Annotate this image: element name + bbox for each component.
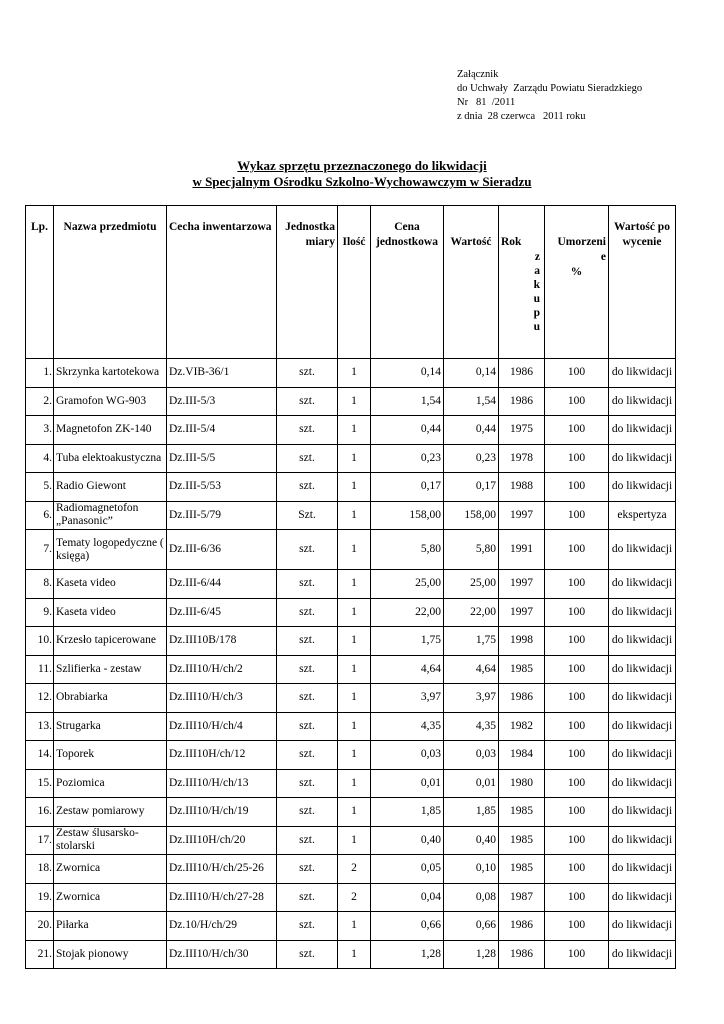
cell-quantity: 1 xyxy=(338,826,371,855)
title-line-2: w Specjalnym Ośrodku Szkolno-Wychowawczym w Sieradzu xyxy=(192,174,532,189)
cell-unit: szt. xyxy=(277,473,338,502)
header-row xyxy=(26,206,676,359)
annex-header xyxy=(457,68,642,124)
cell-value: 5,80 xyxy=(444,530,499,570)
cell-name: Kaseta video xyxy=(54,598,167,627)
cell-value: 0,40 xyxy=(444,826,499,855)
cell-cecha: Dz.III10/H/ch/27-28 xyxy=(167,883,277,912)
cell-value: 25,00 xyxy=(444,570,499,599)
cell-depreciation: 100 xyxy=(545,627,609,656)
cell-year: 1991 xyxy=(499,530,545,570)
cell-unit-price: 1,75 xyxy=(371,627,444,656)
cell-valuation: do likwidacji xyxy=(609,769,676,798)
header-cena: Cena jednostkowa xyxy=(371,206,444,359)
cell-lp: 19. xyxy=(26,883,54,912)
cell-name: Obrabiarka xyxy=(54,684,167,713)
cell-quantity: 1 xyxy=(338,684,371,713)
header-cecha: Cecha inwentarzowa xyxy=(167,206,277,359)
cell-unit-price: 1,28 xyxy=(371,940,444,969)
cell-lp: 14. xyxy=(26,741,54,770)
cell-valuation: do likwidacji xyxy=(609,627,676,656)
cell-unit-price: 0,05 xyxy=(371,855,444,884)
cell-unit-price: 0,14 xyxy=(371,359,444,388)
cell-value: 0,03 xyxy=(444,741,499,770)
cell-lp: 10. xyxy=(26,627,54,656)
cell-cecha: Dz.III10H/ch/12 xyxy=(167,741,277,770)
cell-name: Toporek xyxy=(54,741,167,770)
cell-depreciation: 100 xyxy=(545,798,609,827)
cell-year: 1997 xyxy=(499,570,545,599)
inventory-table xyxy=(25,205,676,969)
cell-unit-price: 0,66 xyxy=(371,912,444,941)
cell-cecha: Dz.10/H/ch/29 xyxy=(167,912,277,941)
cell-cecha: Dz.III10/H/ch/30 xyxy=(167,940,277,969)
cell-lp: 8. xyxy=(26,570,54,599)
cell-depreciation: 100 xyxy=(545,855,609,884)
header-rok-p: p xyxy=(533,307,540,319)
cell-quantity: 1 xyxy=(338,798,371,827)
cell-name: Skrzynka kartotekowa xyxy=(54,359,167,388)
cell-depreciation: 100 xyxy=(545,940,609,969)
cell-unit: szt. xyxy=(277,655,338,684)
cell-year: 1998 xyxy=(499,627,545,656)
cell-valuation: do likwidacji xyxy=(609,416,676,445)
header-jednostka: Jednostka miary xyxy=(277,206,338,359)
cell-cecha: Dz.III-5/79 xyxy=(167,501,277,530)
header-rok-k: k xyxy=(533,279,540,291)
cell-value: 0,23 xyxy=(444,444,499,473)
cell-depreciation: 100 xyxy=(545,530,609,570)
cell-value: 1,75 xyxy=(444,627,499,656)
cell-year: 1985 xyxy=(499,798,545,827)
cell-cecha: Dz.III-5/53 xyxy=(167,473,277,502)
cell-quantity: 1 xyxy=(338,570,371,599)
cell-lp: 2. xyxy=(26,387,54,416)
cell-quantity: 1 xyxy=(338,359,371,388)
cell-cecha: Dz.III10/H/ch/19 xyxy=(167,798,277,827)
cell-valuation: do likwidacji xyxy=(609,387,676,416)
cell-quantity: 2 xyxy=(338,883,371,912)
cell-depreciation: 100 xyxy=(545,598,609,627)
table-body xyxy=(26,359,676,969)
cell-value: 0,44 xyxy=(444,416,499,445)
cell-valuation: do likwidacji xyxy=(609,798,676,827)
cell-depreciation: 100 xyxy=(545,359,609,388)
cell-year: 1986 xyxy=(499,912,545,941)
cell-value: 0,08 xyxy=(444,883,499,912)
header-rok-u: u xyxy=(533,293,540,305)
header-ilosc: Ilość xyxy=(338,206,371,359)
cell-value: 0,66 xyxy=(444,912,499,941)
header-wartosc: Wartość xyxy=(444,206,499,359)
cell-value: 0,14 xyxy=(444,359,499,388)
cell-quantity: 1 xyxy=(338,769,371,798)
cell-value: 1,54 xyxy=(444,387,499,416)
cell-year: 1997 xyxy=(499,598,545,627)
cell-valuation: do likwidacji xyxy=(609,712,676,741)
cell-unit: szt. xyxy=(277,912,338,941)
cell-name: Zestaw pomiarowy xyxy=(54,798,167,827)
header-lp: Lp. xyxy=(26,206,54,359)
cell-lp: 15. xyxy=(26,769,54,798)
cell-depreciation: 100 xyxy=(545,769,609,798)
cell-unit: szt. xyxy=(277,741,338,770)
cell-name: Zwornica xyxy=(54,855,167,884)
cell-quantity: 1 xyxy=(338,501,371,530)
cell-quantity: 1 xyxy=(338,473,371,502)
cell-name: Stojak pionowy xyxy=(54,940,167,969)
cell-depreciation: 100 xyxy=(545,741,609,770)
cell-unit-price: 0,40 xyxy=(371,826,444,855)
cell-quantity: 2 xyxy=(338,855,371,884)
table-row xyxy=(26,741,676,770)
header-rok xyxy=(499,206,545,359)
cell-lp: 12. xyxy=(26,684,54,713)
cell-valuation: do likwidacji xyxy=(609,359,676,388)
cell-unit-price: 5,80 xyxy=(371,530,444,570)
header-wycena: Wartość po wycenie xyxy=(609,206,676,359)
cell-name: Poziomica xyxy=(54,769,167,798)
cell-unit-price: 4,64 xyxy=(371,655,444,684)
cell-unit-price: 4,35 xyxy=(371,712,444,741)
cell-name: Tematy logopedyczne ( księga) xyxy=(54,530,167,570)
cell-unit: szt. xyxy=(277,627,338,656)
cell-unit-price: 3,97 xyxy=(371,684,444,713)
cell-name: Szlifierka - zestaw xyxy=(54,655,167,684)
cell-value: 0,01 xyxy=(444,769,499,798)
table-row xyxy=(26,598,676,627)
cell-valuation: do likwidacji xyxy=(609,741,676,770)
cell-cecha: Dz.III-6/45 xyxy=(167,598,277,627)
table-row xyxy=(26,530,676,570)
table-row xyxy=(26,501,676,530)
cell-valuation: ekspertyza xyxy=(609,501,676,530)
cell-year: 1975 xyxy=(499,416,545,445)
table-row xyxy=(26,798,676,827)
cell-depreciation: 100 xyxy=(545,883,609,912)
header-rok-zakupu xyxy=(501,250,542,334)
cell-value: 3,97 xyxy=(444,684,499,713)
cell-unit: Szt. xyxy=(277,501,338,530)
table-row xyxy=(26,826,676,855)
cell-unit: szt. xyxy=(277,712,338,741)
cell-unit: szt. xyxy=(277,940,338,969)
cell-quantity: 1 xyxy=(338,655,371,684)
cell-lp: 20. xyxy=(26,912,54,941)
cell-name: Piłarka xyxy=(54,912,167,941)
cell-year: 1986 xyxy=(499,684,545,713)
cell-depreciation: 100 xyxy=(545,912,609,941)
table-row xyxy=(26,684,676,713)
cell-unit: szt. xyxy=(277,826,338,855)
cell-unit-price: 0,44 xyxy=(371,416,444,445)
cell-value: 4,35 xyxy=(444,712,499,741)
cell-unit-price: 0,23 xyxy=(371,444,444,473)
cell-value: 1,85 xyxy=(444,798,499,827)
cell-cecha: Dz.III10/H/ch/13 xyxy=(167,769,277,798)
cell-name: Radio Giewont xyxy=(54,473,167,502)
cell-name: Zestaw ślusarsko-stolarski xyxy=(54,826,167,855)
cell-quantity: 1 xyxy=(338,712,371,741)
header-rok-z: z xyxy=(534,251,540,263)
cell-unit: szt. xyxy=(277,598,338,627)
cell-lp: 4. xyxy=(26,444,54,473)
cell-valuation: do likwidacji xyxy=(609,855,676,884)
table-row xyxy=(26,712,676,741)
cell-depreciation: 100 xyxy=(545,416,609,445)
cell-quantity: 1 xyxy=(338,444,371,473)
cell-valuation: do likwidacji xyxy=(609,883,676,912)
cell-unit: szt. xyxy=(277,684,338,713)
cell-valuation: do likwidacji xyxy=(609,826,676,855)
table-row xyxy=(26,769,676,798)
cell-name: Tuba elektoakustyczna xyxy=(54,444,167,473)
table-row xyxy=(26,940,676,969)
table-row xyxy=(26,416,676,445)
header-rok-u2: u xyxy=(533,321,540,333)
cell-quantity: 1 xyxy=(338,416,371,445)
cell-valuation: do likwidacji xyxy=(609,940,676,969)
table-row xyxy=(26,473,676,502)
cell-cecha: Dz.III-5/4 xyxy=(167,416,277,445)
cell-valuation: do likwidacji xyxy=(609,598,676,627)
cell-name: Zwornica xyxy=(54,883,167,912)
cell-year: 1985 xyxy=(499,826,545,855)
cell-lp: 1. xyxy=(26,359,54,388)
cell-cecha: Dz.III10H/ch/20 xyxy=(167,826,277,855)
cell-quantity: 1 xyxy=(338,387,371,416)
cell-lp: 3. xyxy=(26,416,54,445)
cell-lp: 5. xyxy=(26,473,54,502)
cell-depreciation: 100 xyxy=(545,684,609,713)
header-rok-a: a xyxy=(534,265,540,277)
cell-unit-price: 0,04 xyxy=(371,883,444,912)
cell-year: 1984 xyxy=(499,741,545,770)
cell-cecha: Dz.VIB-36/1 xyxy=(167,359,277,388)
header-umorzenie xyxy=(545,206,609,359)
cell-value: 22,00 xyxy=(444,598,499,627)
cell-unit-price: 1,85 xyxy=(371,798,444,827)
cell-unit: szt. xyxy=(277,883,338,912)
cell-year: 1988 xyxy=(499,473,545,502)
cell-cecha: Dz.III-5/3 xyxy=(167,387,277,416)
cell-depreciation: 100 xyxy=(545,387,609,416)
cell-lp: 13. xyxy=(26,712,54,741)
cell-quantity: 1 xyxy=(338,598,371,627)
cell-lp: 21. xyxy=(26,940,54,969)
cell-unit-price: 0,03 xyxy=(371,741,444,770)
cell-cecha: Dz.III10/H/ch/25-26 xyxy=(167,855,277,884)
cell-cecha: Dz.III10/H/ch/3 xyxy=(167,684,277,713)
cell-valuation: do likwidacji xyxy=(609,473,676,502)
cell-cecha: Dz.III-5/5 xyxy=(167,444,277,473)
cell-depreciation: 100 xyxy=(545,501,609,530)
table-row xyxy=(26,912,676,941)
cell-unit: szt. xyxy=(277,530,338,570)
cell-lp: 16. xyxy=(26,798,54,827)
cell-year: 1986 xyxy=(499,940,545,969)
cell-valuation: do likwidacji xyxy=(609,655,676,684)
cell-name: Krzesło tapicerowane xyxy=(54,627,167,656)
cell-quantity: 1 xyxy=(338,912,371,941)
table-row xyxy=(26,627,676,656)
cell-year: 1987 xyxy=(499,883,545,912)
cell-year: 1997 xyxy=(499,501,545,530)
cell-unit-price: 1,54 xyxy=(371,387,444,416)
cell-year: 1982 xyxy=(499,712,545,741)
cell-unit: szt. xyxy=(277,359,338,388)
cell-unit: szt. xyxy=(277,387,338,416)
cell-depreciation: 100 xyxy=(545,712,609,741)
table-row xyxy=(26,387,676,416)
cell-value: 4,64 xyxy=(444,655,499,684)
cell-unit-price: 158,00 xyxy=(371,501,444,530)
cell-depreciation: 100 xyxy=(545,570,609,599)
cell-year: 1985 xyxy=(499,655,545,684)
cell-name: Kaseta video xyxy=(54,570,167,599)
annex-line-2: do Uchwały Zarządu Powiatu Sieradzkiego xyxy=(457,83,643,94)
cell-value: 0,10 xyxy=(444,855,499,884)
header-umorzenie-e: e xyxy=(600,251,606,263)
cell-valuation: do likwidacji xyxy=(609,912,676,941)
cell-name: Radiomagnetofon „Panasonic” xyxy=(54,501,167,530)
annex-line-4: z dnia 28 czerwca 2011 roku xyxy=(457,111,586,122)
cell-depreciation: 100 xyxy=(545,655,609,684)
cell-year: 1980 xyxy=(499,769,545,798)
cell-cecha: Dz.III-6/36 xyxy=(167,530,277,570)
cell-lp: 18. xyxy=(26,855,54,884)
cell-valuation: do likwidacji xyxy=(609,530,676,570)
table-row xyxy=(26,883,676,912)
cell-depreciation: 100 xyxy=(545,473,609,502)
cell-value: 1,28 xyxy=(444,940,499,969)
cell-name: Gramofon WG-903 xyxy=(54,387,167,416)
header-rok-label: Rok xyxy=(501,236,522,248)
cell-quantity: 1 xyxy=(338,530,371,570)
cell-unit-price: 22,00 xyxy=(371,598,444,627)
cell-unit: szt. xyxy=(277,416,338,445)
cell-year: 1986 xyxy=(499,359,545,388)
cell-year: 1985 xyxy=(499,855,545,884)
cell-cecha: Dz.III10B/178 xyxy=(167,627,277,656)
table-row xyxy=(26,855,676,884)
cell-unit-price: 25,00 xyxy=(371,570,444,599)
annex-line-1: Załącznik xyxy=(457,69,499,80)
annex-line-3: Nr 81 /2011 xyxy=(457,97,516,108)
cell-cecha: Dz.III-6/44 xyxy=(167,570,277,599)
cell-valuation: do likwidacji xyxy=(609,444,676,473)
cell-year: 1986 xyxy=(499,387,545,416)
cell-unit-price: 0,01 xyxy=(371,769,444,798)
table-row xyxy=(26,444,676,473)
cell-unit: szt. xyxy=(277,570,338,599)
cell-lp: 9. xyxy=(26,598,54,627)
cell-lp: 11. xyxy=(26,655,54,684)
cell-quantity: 1 xyxy=(338,940,371,969)
header-name: Nazwa przedmiotu xyxy=(54,206,167,359)
cell-valuation: do likwidacji xyxy=(609,684,676,713)
cell-value: 158,00 xyxy=(444,501,499,530)
cell-quantity: 1 xyxy=(338,741,371,770)
cell-depreciation: 100 xyxy=(545,444,609,473)
header-umorzenie-pct: % xyxy=(570,266,583,278)
cell-year: 1978 xyxy=(499,444,545,473)
cell-unit-price: 0,17 xyxy=(371,473,444,502)
cell-name: Magnetofon ZK-140 xyxy=(54,416,167,445)
cell-unit: szt. xyxy=(277,769,338,798)
cell-unit: szt. xyxy=(277,798,338,827)
cell-value: 0,17 xyxy=(444,473,499,502)
header-umorzenie-label: Umorzeni xyxy=(557,236,606,248)
table-row xyxy=(26,570,676,599)
cell-lp: 7. xyxy=(26,530,54,570)
cell-unit: szt. xyxy=(277,444,338,473)
cell-name: Strugarka xyxy=(54,712,167,741)
title-line-1: Wykaz sprzętu przeznaczonego do likwidacji xyxy=(237,158,487,173)
document-title xyxy=(0,158,724,190)
table-row xyxy=(26,655,676,684)
cell-quantity: 1 xyxy=(338,627,371,656)
cell-cecha: Dz.III10/H/ch/2 xyxy=(167,655,277,684)
cell-cecha: Dz.III10/H/ch/4 xyxy=(167,712,277,741)
cell-depreciation: 100 xyxy=(545,826,609,855)
table-row xyxy=(26,359,676,388)
cell-lp: 17. xyxy=(26,826,54,855)
cell-valuation: do likwidacji xyxy=(609,570,676,599)
cell-unit: szt. xyxy=(277,855,338,884)
cell-lp: 6. xyxy=(26,501,54,530)
